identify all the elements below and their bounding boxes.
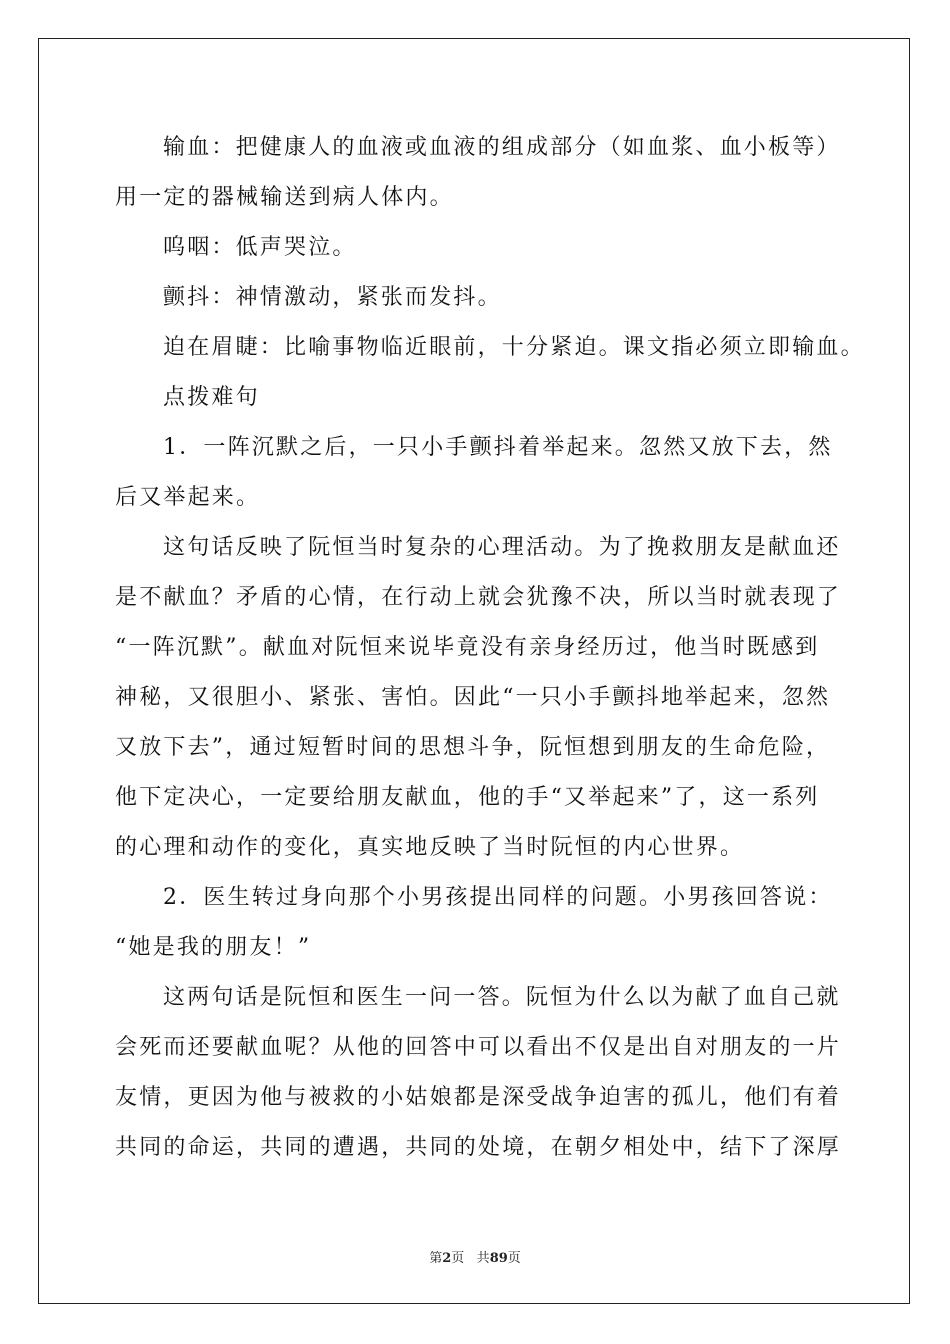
- text-line: 1．一阵沉默之后，一只小手颤抖着举起来。忽然又放下去，然: [163, 435, 833, 460]
- document-body: [115, 128, 865, 1178]
- text-line: 颤抖：神情激动，紧张而发抖。: [163, 285, 502, 310]
- text-line: “一阵沉默”。献血对阮恒来说毕竟没有亲身经历过，他当时既感到: [115, 635, 820, 660]
- text-line: 用一定的器械输送到病人体内。: [115, 185, 454, 210]
- text-line: 迫在眉睫：比喻事物临近眼前，十分紧迫。课文指必须立即输血。: [163, 335, 865, 360]
- text-line: “她是我的朋友！”: [115, 935, 312, 960]
- total-prefix: 共: [476, 1251, 490, 1266]
- text-line: 呜咽：低声哭泣。: [163, 235, 357, 260]
- text-line: 他下定决心，一定要给朋友献血，他的手“又举起来”了，这一系列: [115, 785, 820, 810]
- text-line: 共同的命运，共同的遭遇，共同的处境，在朝夕相处中，结下了深厚: [115, 1135, 842, 1160]
- page-prefix: 第: [429, 1251, 443, 1266]
- text-line: 是不献血？矛盾的心情，在行动上就会犹豫不决，所以当时就表现了: [115, 585, 842, 610]
- text-line: 输血：把健康人的血液或血液的组成部分（如血浆、血小板等）: [163, 135, 841, 160]
- page-suffix: 页: [451, 1251, 465, 1266]
- text-line: 神秘，又很胆小、紧张、害怕。因此“一只小手颤抖地举起来，忽然: [115, 685, 831, 710]
- text-line: 后又举起来。: [115, 485, 261, 510]
- total-suffix: 页: [507, 1251, 521, 1266]
- text-line: 友情，更因为他与被救的小姑娘都是深受战争迫害的孤儿，他们有着: [115, 1085, 842, 1110]
- section-heading: 点拨难句: [163, 385, 260, 410]
- text-line: 又放下去”，通过短暂时间的思想斗争，阮恒想到朋友的生命危险，: [115, 735, 831, 760]
- page-number: 2: [442, 1251, 452, 1266]
- text-line: 会死而还要献血呢？从他的回答中可以看出不仅是出自对朋友的一片: [115, 1035, 842, 1060]
- text-line: 2．医生转过身向那个小男孩提出同样的问题。小男孩回答说：: [163, 885, 833, 910]
- total-pages: 89: [489, 1251, 508, 1266]
- text-line: 这句话反映了阮恒当时复杂的心理活动。为了挽救朋友是献血还: [163, 535, 841, 560]
- page-footer: [0, 1247, 950, 1266]
- text-line: 的心理和动作的变化，真实地反映了当时阮恒的内心世界。: [115, 835, 745, 860]
- text-line: 这两句话是阮恒和医生一问一答。阮恒为什么以为献了血自己就: [163, 985, 841, 1010]
